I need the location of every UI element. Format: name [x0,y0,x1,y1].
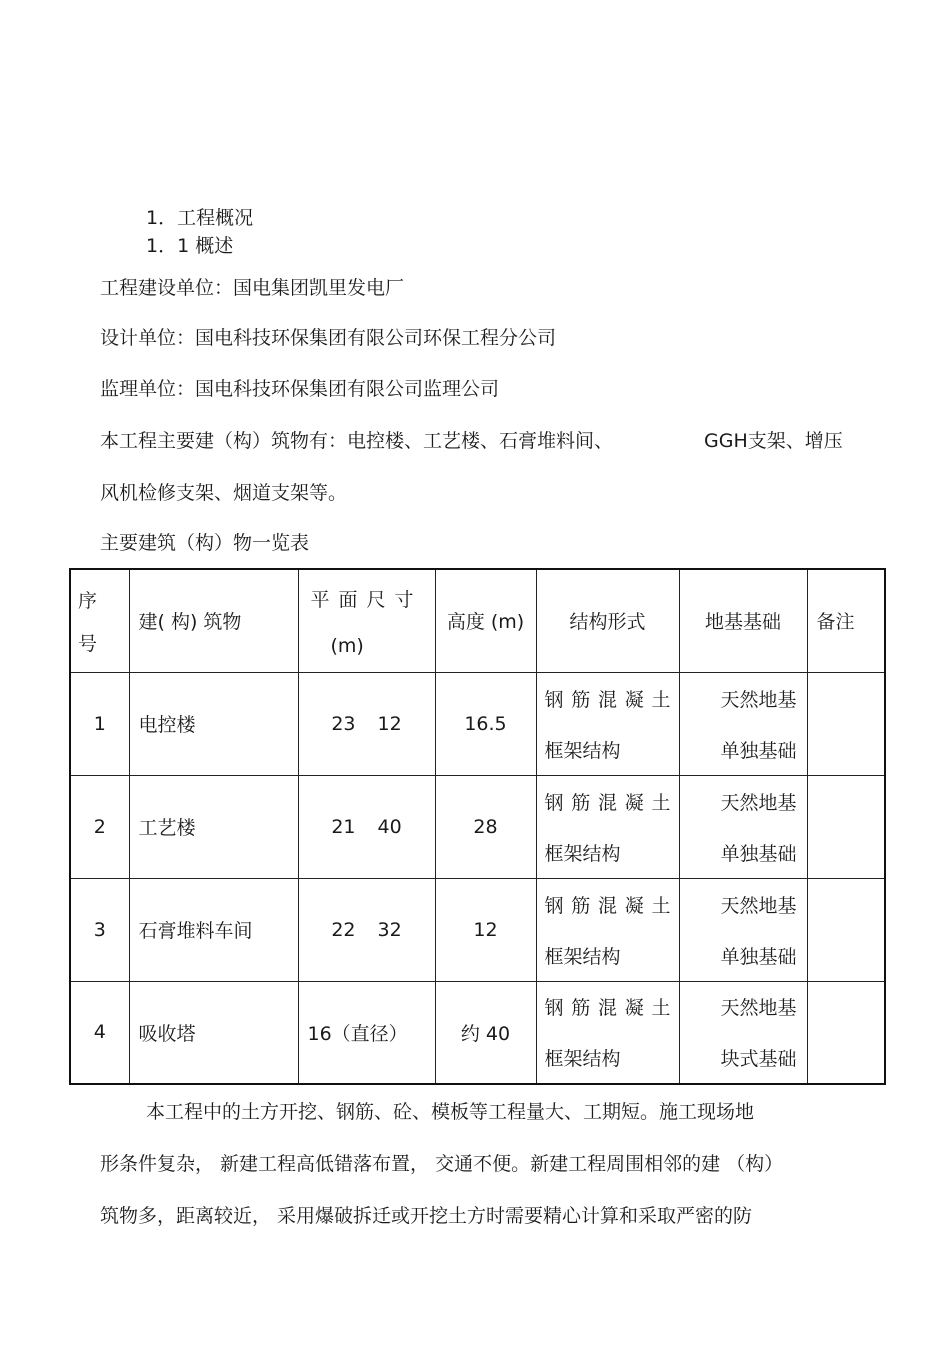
header-name: 建( 构) 筑物 [129,569,298,672]
cell-remark [807,775,885,878]
cell-foundation: 天然地基 单独基础 [679,775,807,878]
cell-seq: 3 [70,878,129,981]
supervisor-line: 监理单位：国电科技环保集团有限公司监理公司 [100,378,500,400]
cell-structure: 钢筋混凝土 框架结构 [536,981,679,1084]
structures-line-1: 本工程主要建（构）筑物有：电控楼、工艺楼、石膏堆料间、 [100,430,614,452]
cell-structure: 钢筋混凝土 框架结构 [536,878,679,981]
cell-name: 工艺楼 [129,775,298,878]
designer-line: 设计单位：国电科技环保集团有限公司环保工程分公司 [100,327,557,349]
cell-size: 23 12 [298,672,435,775]
cell-height: 约 40 [435,981,536,1084]
header-size: 平面尺寸 (m) [298,569,435,672]
table-header-row [70,569,885,672]
cell-size: 22 32 [298,878,435,981]
cell-seq: 2 [70,775,129,878]
table-row [70,878,885,981]
cell-seq: 4 [70,981,129,1084]
cell-name: 电控楼 [129,672,298,775]
cell-structure: 钢筋混凝土 框架结构 [536,672,679,775]
cell-size: 21 40 [298,775,435,878]
cell-height: 12 [435,878,536,981]
structures-table [69,568,886,1085]
body-line-2: 形条件复杂， 新建工程高低错落布置， 交通不便。新建工程周围相邻的建 （构） [100,1153,784,1175]
cell-size: 16（直径） [298,981,435,1084]
table-row [70,775,885,878]
cell-structure: 钢筋混凝土 框架结构 [536,775,679,878]
structures-ggh: GGH支架、增压 [704,430,843,452]
subsection-heading: 1．1 概述 [146,235,234,257]
cell-name: 吸收塔 [129,981,298,1084]
body-line-1: 本工程中的土方开挖、钢筋、砼、模板等工程量大、工期短。施工现场地 [146,1101,755,1123]
header-foundation: 地基基础 [679,569,807,672]
structures-line-2: 风机检修支架、烟道支架等。 [100,482,348,504]
cell-seq: 1 [70,672,129,775]
header-seq: 序 号 [70,569,129,672]
header-remark: 备注 [807,569,885,672]
cell-name: 石膏堆料车间 [129,878,298,981]
cell-foundation: 天然地基 块式基础 [679,981,807,1084]
cell-remark [807,981,885,1084]
cell-foundation: 天然地基 单独基础 [679,672,807,775]
cell-foundation: 天然地基 单独基础 [679,878,807,981]
header-structure: 结构形式 [536,569,679,672]
cell-remark [807,878,885,981]
body-line-3: 筑物多，距离较近， 采用爆破拆迁或开挖土方时需要精心计算和采取严密的防 [100,1205,753,1227]
table-caption: 主要建筑（构）物一览表 [100,532,310,554]
header-height: 高度 (m) [435,569,536,672]
cell-height: 28 [435,775,536,878]
cell-height: 16.5 [435,672,536,775]
table-row [70,672,885,775]
table-row [70,981,885,1084]
owner-line: 工程建设单位：国电集团凯里发电厂 [100,277,405,299]
cell-remark [807,672,885,775]
section-heading: 1．工程概况 [146,207,254,229]
